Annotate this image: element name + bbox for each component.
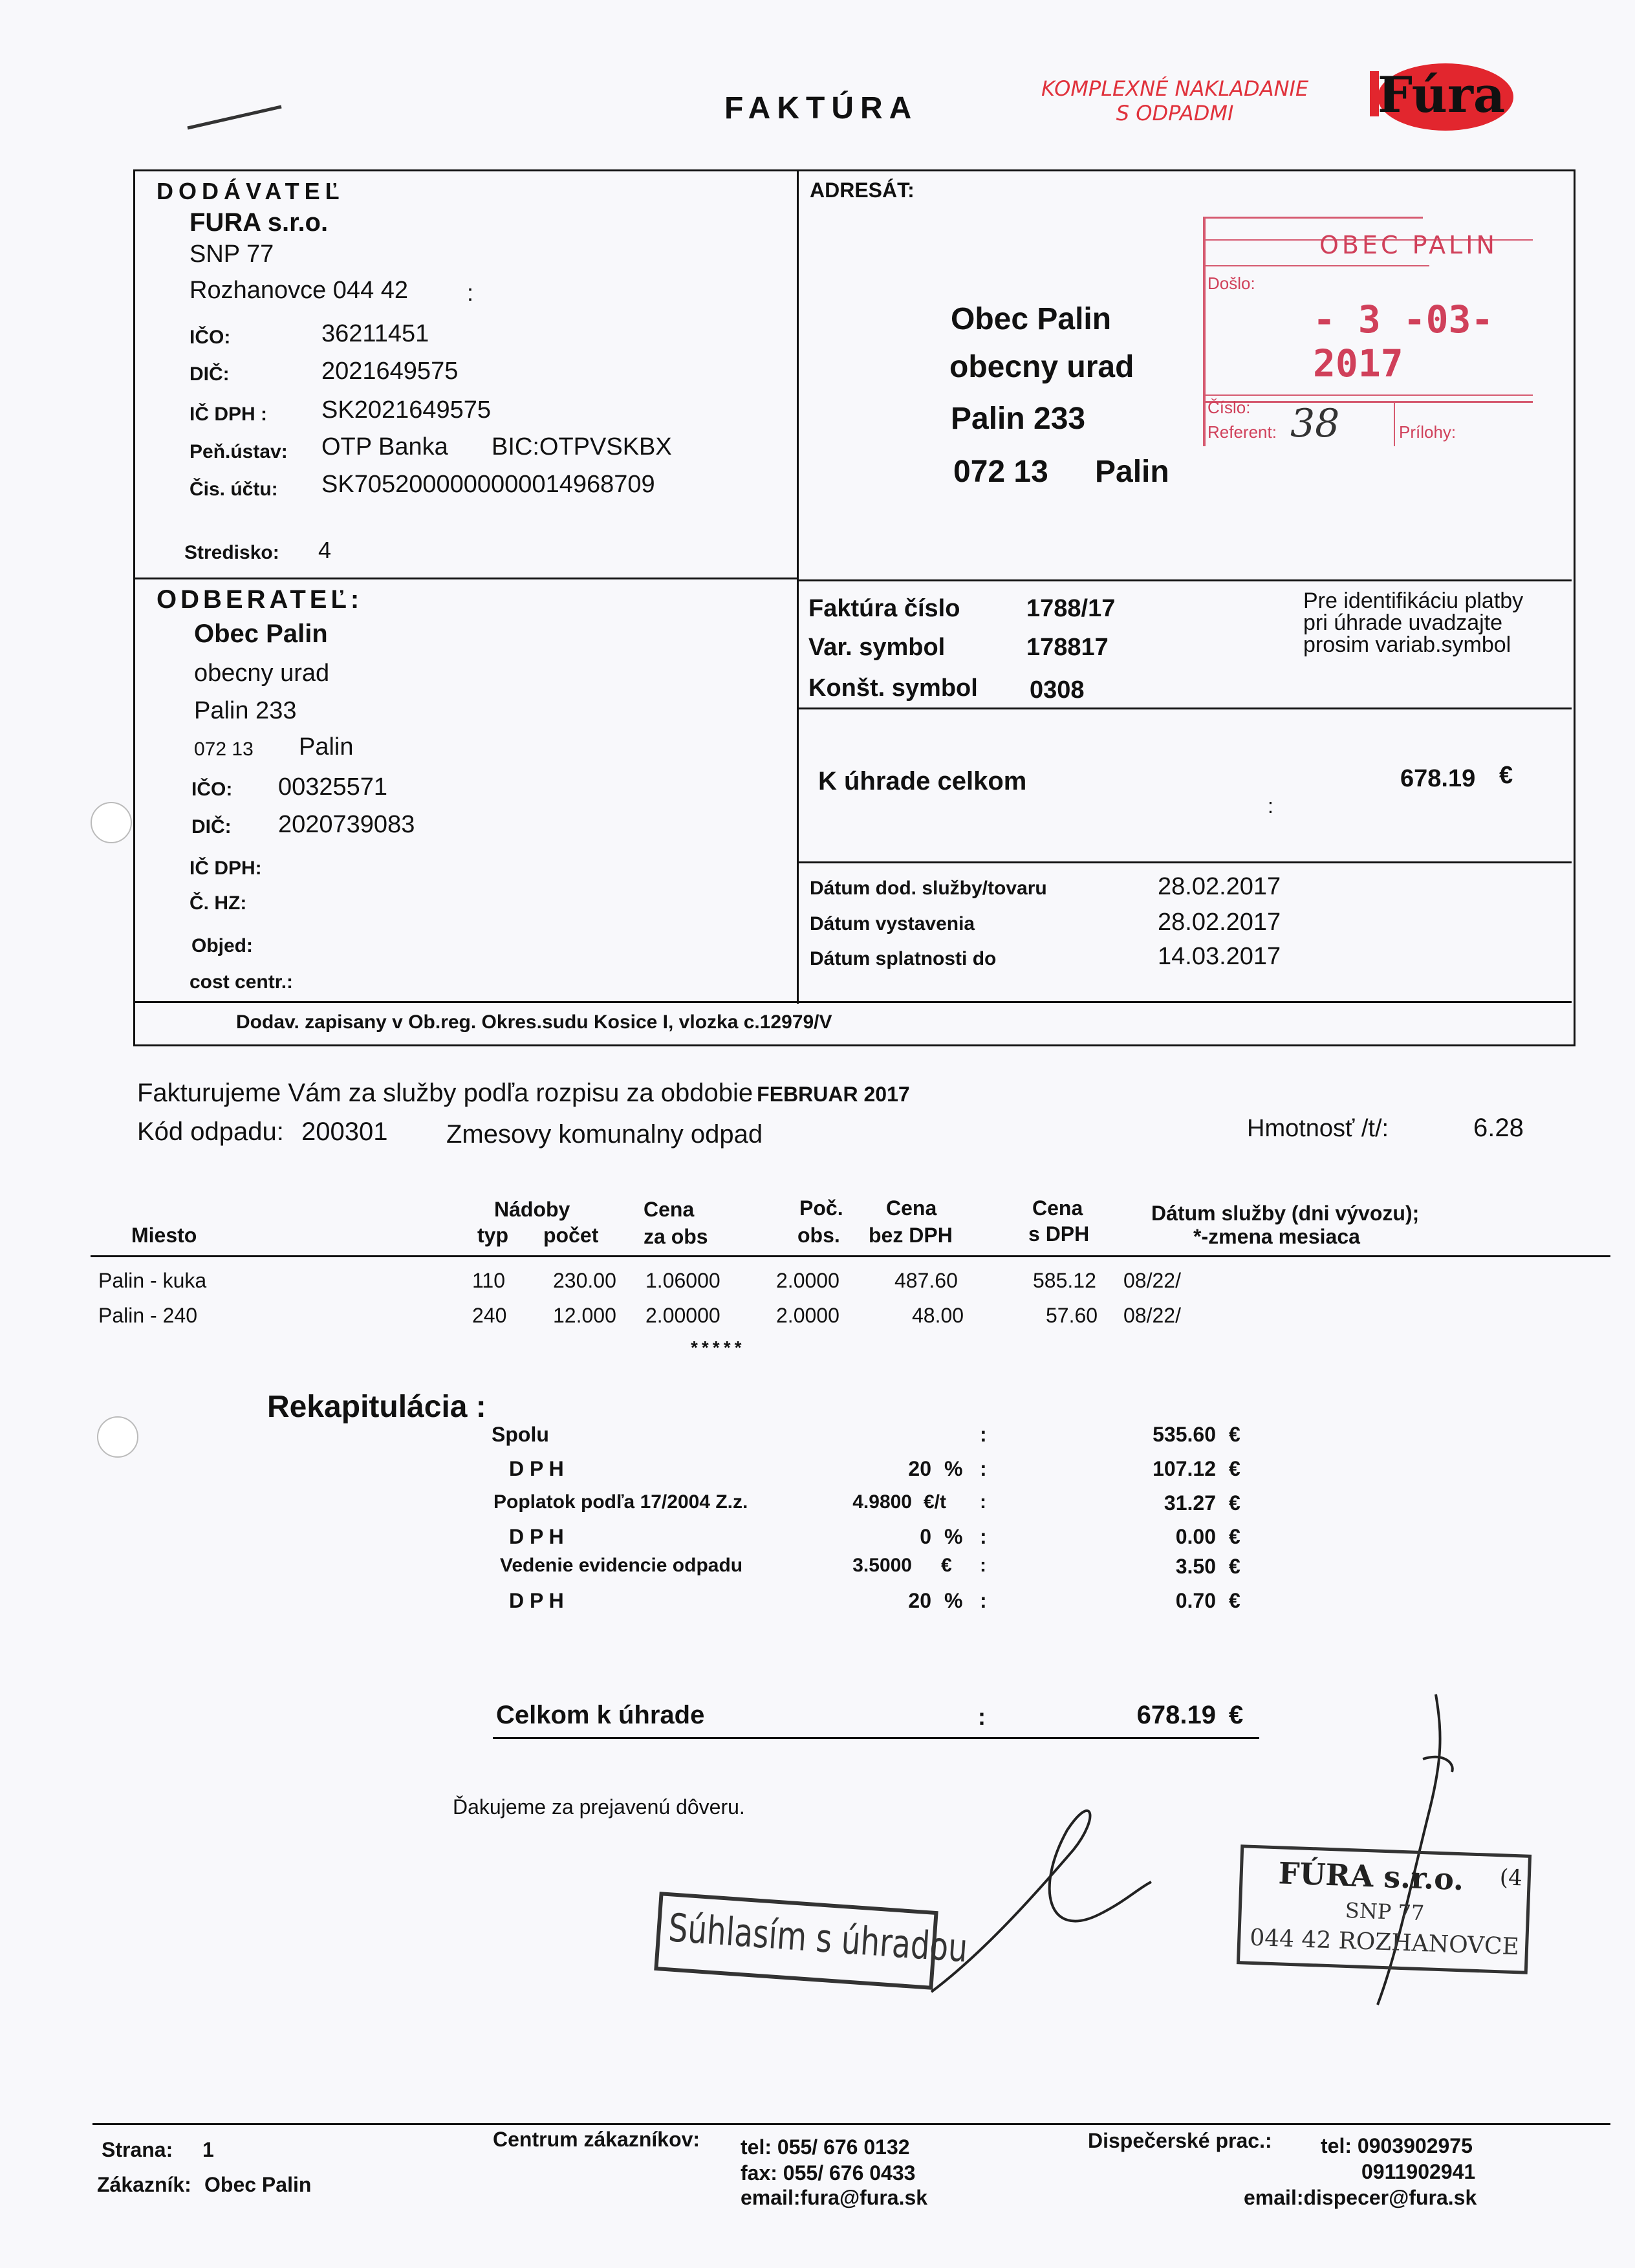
total-due-currency: € bbox=[1499, 762, 1513, 789]
recap-row bbox=[0, 1457, 1635, 1483]
delivery-date-label: Dátum dod. služby/tovaru bbox=[810, 878, 1047, 899]
grand-total-value: 678.19 bbox=[1136, 1701, 1216, 1729]
col-header-date-1: Dátum služby (dni vývozu); bbox=[1151, 1202, 1420, 1225]
table-end-stars: ***** bbox=[691, 1337, 746, 1357]
invoice-var-label: Var. symbol bbox=[808, 634, 946, 661]
grand-total-colon: : bbox=[978, 1703, 986, 1730]
recap-fee-label: Poplatok podľa 17/2004 Z.z. bbox=[493, 1491, 748, 1513]
row2-dates: 08/22/ bbox=[1123, 1304, 1181, 1327]
recap-row bbox=[0, 1491, 1635, 1517]
received-stamp-date: - 3 -03- 2017 bbox=[1313, 297, 1494, 385]
recap-vat3-cur: € bbox=[1229, 1589, 1240, 1612]
recap-vat2-unit: % bbox=[944, 1525, 963, 1548]
col-header-type: typ bbox=[477, 1224, 508, 1247]
row2-price: 2.00000 bbox=[645, 1304, 720, 1327]
row1-net: 487.60 bbox=[894, 1269, 958, 1292]
approval-stamp bbox=[654, 1892, 969, 1990]
supplier-center: 4 bbox=[318, 537, 332, 563]
weight-value: 6.28 bbox=[1473, 1114, 1524, 1142]
supplier-heading: DODÁVATEĽ bbox=[157, 178, 345, 204]
issue-date: 28.02.2017 bbox=[1158, 909, 1281, 936]
supplier-dic: 2021649575 bbox=[321, 358, 459, 385]
col-header-gross-2: s DPH bbox=[1028, 1222, 1090, 1246]
box-divider-right-3 bbox=[797, 861, 1572, 863]
row1-price: 1.06000 bbox=[645, 1269, 720, 1292]
recap-fee-colon: : bbox=[980, 1491, 986, 1513]
company-stamp-name: FÚRA s.r.o. bbox=[1277, 1855, 1465, 1897]
recap-vat1-unit: % bbox=[944, 1457, 963, 1480]
total-due-label: K úhrade celkom bbox=[818, 767, 1027, 795]
footer-rule bbox=[92, 2123, 1610, 2125]
approval-stamp-text: Súhlasím s úhradou bbox=[667, 1905, 969, 1972]
recap-vat2-value: 0.00 bbox=[1175, 1525, 1216, 1548]
pen-mark bbox=[184, 97, 288, 139]
company-stamp-street: SNP 77 bbox=[1345, 1897, 1425, 1926]
recap-spolu-cur: € bbox=[1229, 1423, 1240, 1446]
footer-tel: tel: 055/ 676 0132 bbox=[741, 2135, 910, 2159]
row2-net: 48.00 bbox=[912, 1304, 964, 1327]
recap-records-rate: 3.5000 bbox=[852, 1555, 912, 1576]
row1-gross: 585.12 bbox=[1033, 1269, 1096, 1292]
recap-row bbox=[0, 1423, 1635, 1449]
supplier-bank: OTP Banka bbox=[321, 433, 448, 460]
recap-vat3-unit: % bbox=[944, 1589, 963, 1612]
footer-customer-label: Zákazník: bbox=[97, 2173, 191, 2196]
col-header-gross-1: Cena bbox=[1032, 1196, 1083, 1220]
col-header-price-2: za obs bbox=[644, 1225, 708, 1248]
customer-city: Palin bbox=[299, 733, 354, 761]
customer-hz-label: Č. HZ: bbox=[189, 892, 247, 914]
due-date-label: Dátum splatnosti do bbox=[810, 948, 997, 969]
recap-vat2-cur: € bbox=[1229, 1525, 1240, 1548]
customer-icdph-label: IČ DPH: bbox=[189, 858, 262, 879]
addressee-heading: ADRESÁT: bbox=[810, 178, 915, 202]
waste-name: Zmesovy komunalny odpad bbox=[446, 1120, 763, 1149]
footer-fax: fax: 055/ 676 0433 bbox=[741, 2161, 916, 2185]
thanks-note: Ďakujeme za prejavenú dôveru. bbox=[453, 1795, 745, 1819]
addressee-line2: obecny urad bbox=[949, 350, 1134, 384]
supplier-colon: : bbox=[467, 279, 474, 306]
footer-page-label: Strana: bbox=[102, 2138, 173, 2161]
recap-fee-value: 31.27 bbox=[1164, 1491, 1216, 1515]
company-stamp-city: 044 42 ROZHANOVCE bbox=[1249, 1924, 1520, 1961]
grand-total-currency: € bbox=[1229, 1701, 1244, 1729]
recap-row bbox=[0, 1555, 1635, 1581]
table-row bbox=[0, 1269, 1635, 1297]
addressee-line1: Obec Palin bbox=[951, 302, 1112, 336]
col-header-net-1: Cena bbox=[886, 1196, 937, 1220]
total-due-value: 678.19 bbox=[1400, 765, 1476, 792]
col-header-place: Miesto bbox=[131, 1224, 197, 1247]
row1-type: 110 bbox=[472, 1269, 506, 1292]
row1-place: Palin - kuka bbox=[98, 1269, 207, 1292]
supplier-bank-label: Peň.ústav: bbox=[189, 441, 288, 462]
addressee-city: Palin bbox=[1095, 455, 1169, 489]
recap-spolu-label: Spolu bbox=[492, 1423, 549, 1446]
recap-fee-rate: 4.9800 bbox=[852, 1491, 912, 1513]
col-header-count: počet bbox=[543, 1224, 599, 1247]
recap-vat3-value: 0.70 bbox=[1175, 1589, 1216, 1612]
supplier-bic: BIC:OTPVSKBX bbox=[492, 433, 672, 460]
table-header-rule bbox=[91, 1255, 1610, 1257]
billing-period: FEBRUAR 2017 bbox=[757, 1083, 910, 1106]
col-header-date-2: *-zmena mesiaca bbox=[1193, 1225, 1360, 1248]
supplier-ico-label: IČO: bbox=[189, 327, 231, 348]
recap-records-colon: : bbox=[980, 1555, 986, 1576]
row2-count: 12.000 bbox=[553, 1304, 616, 1327]
issue-date-label: Dátum vystavenia bbox=[810, 913, 975, 934]
registry-note: Dodav. zapisany v Ob.reg. Okres.sudu Kosice I, vlozka c.12979/V bbox=[236, 1011, 832, 1033]
recap-vat1-colon: : bbox=[980, 1457, 987, 1480]
received-stamp-label: Došlo: bbox=[1207, 274, 1255, 293]
invoice-const: 0308 bbox=[1030, 676, 1085, 704]
customer-street: Palin 233 bbox=[194, 697, 297, 724]
received-stamp bbox=[1200, 217, 1536, 449]
footer-page: 1 bbox=[202, 2138, 214, 2161]
supplier-account: SK7052000000000014968709 bbox=[321, 471, 655, 498]
footer-dispatch-label: Dispečerské prac.: bbox=[1088, 2129, 1272, 2152]
supplier-ico: 36211451 bbox=[321, 320, 429, 347]
recap-vat1-value: 107.12 bbox=[1153, 1457, 1216, 1480]
company-stamp-num: (4 bbox=[1499, 1864, 1523, 1892]
customer-heading: ODBERATEĽ: bbox=[157, 585, 363, 614]
due-date: 14.03.2017 bbox=[1158, 943, 1281, 970]
customer-order-label: Objed: bbox=[191, 935, 253, 956]
supplier-center-label: Stredisko: bbox=[184, 542, 279, 563]
row2-obs: 2.0000 bbox=[776, 1304, 839, 1327]
box-divider-right-1 bbox=[797, 579, 1572, 581]
recap-vat2-rate: 0 bbox=[920, 1525, 931, 1548]
received-stamp-title: OBEC PALIN bbox=[1319, 231, 1498, 259]
footer-dispatch-tel2: 0911902941 bbox=[1361, 2160, 1476, 2183]
row1-obs: 2.0000 bbox=[776, 1269, 839, 1292]
recap-vat1-cur: € bbox=[1229, 1457, 1240, 1480]
row1-dates: 08/22/ bbox=[1123, 1269, 1181, 1292]
box-vertical-divider bbox=[797, 169, 799, 1004]
total-due-colon: : bbox=[1268, 794, 1273, 817]
recap-vat2-label: D P H bbox=[509, 1525, 564, 1548]
waste-code-label: Kód odpadu: bbox=[137, 1118, 284, 1146]
invoice-number: 1788/17 bbox=[1026, 595, 1116, 622]
logo-text: Fúra bbox=[1378, 66, 1506, 124]
invoice-const-label: Konšt. symbol bbox=[808, 675, 978, 702]
customer-cost-label: cost centr.: bbox=[189, 971, 294, 993]
customer-dic: 2020739083 bbox=[278, 811, 415, 838]
customer-line2: obecny urad bbox=[194, 660, 330, 687]
document-title: FAKTÚRA bbox=[724, 91, 918, 125]
footer-dispatch-email[interactable]: email:dispecer@fura.sk bbox=[1244, 2186, 1477, 2209]
slogan-line-2: S ODPADMI bbox=[1116, 101, 1234, 125]
footer-dispatch-tel: tel: 0903902975 bbox=[1321, 2134, 1473, 2157]
box-divider-right-2 bbox=[797, 707, 1572, 709]
row2-gross: 57.60 bbox=[1046, 1304, 1098, 1327]
recap-vat3-colon: : bbox=[980, 1589, 987, 1612]
company-stamp bbox=[1237, 1844, 1532, 1974]
received-stamp-number-label: Číslo: bbox=[1207, 398, 1251, 417]
payment-note: Pre identifikáciu platby pri úhrade uvadzajte prosim variab.symbol bbox=[1303, 589, 1524, 657]
recap-row bbox=[0, 1589, 1635, 1615]
supplier-name: FURA s.r.o. bbox=[189, 208, 329, 237]
col-header-nobs-1: Poč. bbox=[799, 1196, 843, 1220]
supplier-city: Rozhanovce 044 42 bbox=[189, 277, 409, 304]
customer-dic-label: DIČ: bbox=[191, 816, 232, 837]
recap-spolu-value: 535.60 bbox=[1153, 1423, 1216, 1446]
box-divider-bottom bbox=[133, 1001, 1572, 1003]
addressee-zip: 072 13 bbox=[953, 455, 1048, 489]
recap-vat1-rate: 20 bbox=[908, 1457, 931, 1480]
received-stamp-ref-label: Referent: bbox=[1207, 422, 1277, 442]
supplier-dic-label: DIČ: bbox=[189, 363, 230, 385]
table-row bbox=[0, 1304, 1635, 1332]
delivery-date: 28.02.2017 bbox=[1158, 873, 1281, 900]
billing-intro bbox=[137, 1079, 910, 1108]
waste-code: 200301 bbox=[301, 1118, 388, 1146]
company-logo bbox=[1365, 58, 1513, 136]
col-header-price-1: Cena bbox=[644, 1198, 695, 1221]
recap-row bbox=[0, 1525, 1635, 1551]
recap-records-label: Vedenie evidencie odpadu bbox=[500, 1555, 743, 1576]
recap-fee-unit: €/t bbox=[924, 1491, 947, 1513]
row2-type: 240 bbox=[472, 1304, 507, 1327]
row1-count: 230.00 bbox=[553, 1269, 616, 1292]
recap-vat3-label: D P H bbox=[509, 1589, 564, 1612]
footer-email[interactable]: email:fura@fura.sk bbox=[741, 2186, 928, 2209]
punch-hole bbox=[97, 1416, 138, 1458]
recap-vat1-label: D P H bbox=[509, 1457, 564, 1480]
received-stamp-attach-label: Prílohy: bbox=[1399, 422, 1456, 442]
customer-name: Obec Palin bbox=[194, 620, 328, 648]
col-header-nobs-2: obs. bbox=[797, 1224, 840, 1247]
punch-hole bbox=[91, 802, 132, 843]
invoice-number-label: Faktúra číslo bbox=[808, 595, 960, 622]
grand-total-label: Celkom k úhrade bbox=[496, 1701, 705, 1729]
footer-customer: Obec Palin bbox=[204, 2173, 312, 2196]
supplier-icdph: SK2021649575 bbox=[321, 396, 492, 424]
recap-vat2-colon: : bbox=[980, 1525, 987, 1548]
recap-vat3-rate: 20 bbox=[908, 1589, 931, 1612]
received-stamp-ref-value: 38 bbox=[1290, 401, 1340, 446]
customer-zip: 072 13 bbox=[194, 739, 254, 760]
col-header-bins: Nádoby bbox=[494, 1198, 570, 1221]
supplier-account-label: Čis. účtu: bbox=[189, 479, 278, 500]
supplier-icdph-label: IČ DPH : bbox=[189, 404, 267, 425]
weight-label: Hmotnosť /t/: bbox=[1247, 1115, 1389, 1142]
col-header-net-2: bez DPH bbox=[869, 1224, 953, 1247]
recap-records-value: 3.50 bbox=[1175, 1555, 1216, 1578]
footer-center-label: Centrum zákazníkov: bbox=[493, 2128, 700, 2151]
recap-fee-cur: € bbox=[1229, 1491, 1240, 1515]
invoice-var: 178817 bbox=[1026, 634, 1109, 661]
customer-ico: 00325571 bbox=[278, 773, 388, 801]
recap-heading: Rekapitulácia : bbox=[267, 1390, 486, 1424]
recap-spolu-colon: : bbox=[980, 1423, 987, 1446]
billing-intro-text: Fakturujeme Vám za služby podľa rozpisu za obdobie bbox=[137, 1079, 753, 1107]
company-slogan bbox=[1041, 76, 1308, 125]
recap-records-cur: € bbox=[1229, 1555, 1240, 1578]
slogan-line-1: KOMPLEXNÉ NAKLADANIE bbox=[1041, 76, 1309, 101]
box-divider-supplier bbox=[133, 578, 799, 579]
recap-records-unit: € bbox=[941, 1555, 952, 1576]
row2-place: Palin - 240 bbox=[98, 1304, 197, 1327]
supplier-street: SNP 77 bbox=[189, 241, 274, 268]
customer-ico-label: IČO: bbox=[191, 779, 233, 800]
addressee-line3: Palin 233 bbox=[951, 402, 1086, 436]
